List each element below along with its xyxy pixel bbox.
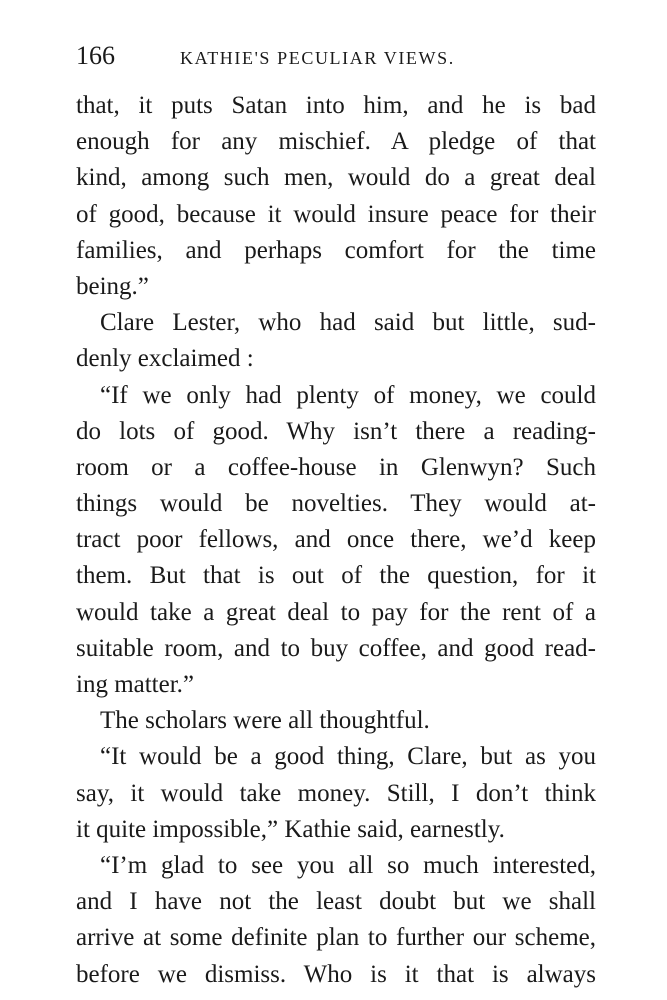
text-line: Clare Lester, who had said but little, sud- xyxy=(100,309,596,337)
text-line: being.” xyxy=(76,272,149,300)
text-line: The scholars were all thoughtful. xyxy=(100,707,430,735)
text-line: families, and perhaps comfort for the time xyxy=(76,236,596,264)
text-line: denly exclaimed : xyxy=(76,345,254,373)
text-line: “It would be a good thing, Clare, but as you xyxy=(100,743,596,771)
page-number: 166 xyxy=(76,41,115,70)
text-line: arrive at some definite plan to further our scheme, xyxy=(76,924,596,952)
text-line: kind, among such men, would do a great deal xyxy=(76,164,596,192)
running-head xyxy=(76,38,596,74)
text-line: that, it puts Satan into him, and he is bad xyxy=(76,92,596,119)
text-line: enough for any mischief. A pledge of that xyxy=(76,128,596,156)
text-line: things would be novelties. They would at- xyxy=(76,490,596,518)
text-line: suitable room, and to buy coffee, and good read- xyxy=(76,634,596,662)
text-line: them. But that is out of the question, for it xyxy=(76,562,596,590)
text-line: say, it would take money. Still, I don’t think xyxy=(76,779,596,807)
text-line: ing matter.” xyxy=(76,671,195,698)
text-line: before we dismiss. Who is it that is always xyxy=(76,960,596,988)
text-line: tract poor fellows, and once there, we’d keep xyxy=(76,526,596,554)
text-line: would take a great deal to pay for the rent of a xyxy=(76,598,596,626)
text-line: and I have not the least doubt but we shall xyxy=(76,888,596,916)
text-line: do lots of good. Why isn’t there a reading- xyxy=(76,417,596,445)
text-line: of good, because it would insure peace for their xyxy=(76,200,596,228)
text-line: “If we only had plenty of money, we could xyxy=(100,381,596,409)
text-line: it quite impossible,” Kathie said, earnestly. xyxy=(76,815,505,843)
running-title: KATHIE'S PECULIAR VIEWS. xyxy=(180,48,455,68)
text-line: “I’m glad to see you all so much interested, xyxy=(100,851,596,879)
body-text xyxy=(76,88,596,993)
text-line: room or a coffee-house in Glenwyn? Such xyxy=(76,453,596,481)
